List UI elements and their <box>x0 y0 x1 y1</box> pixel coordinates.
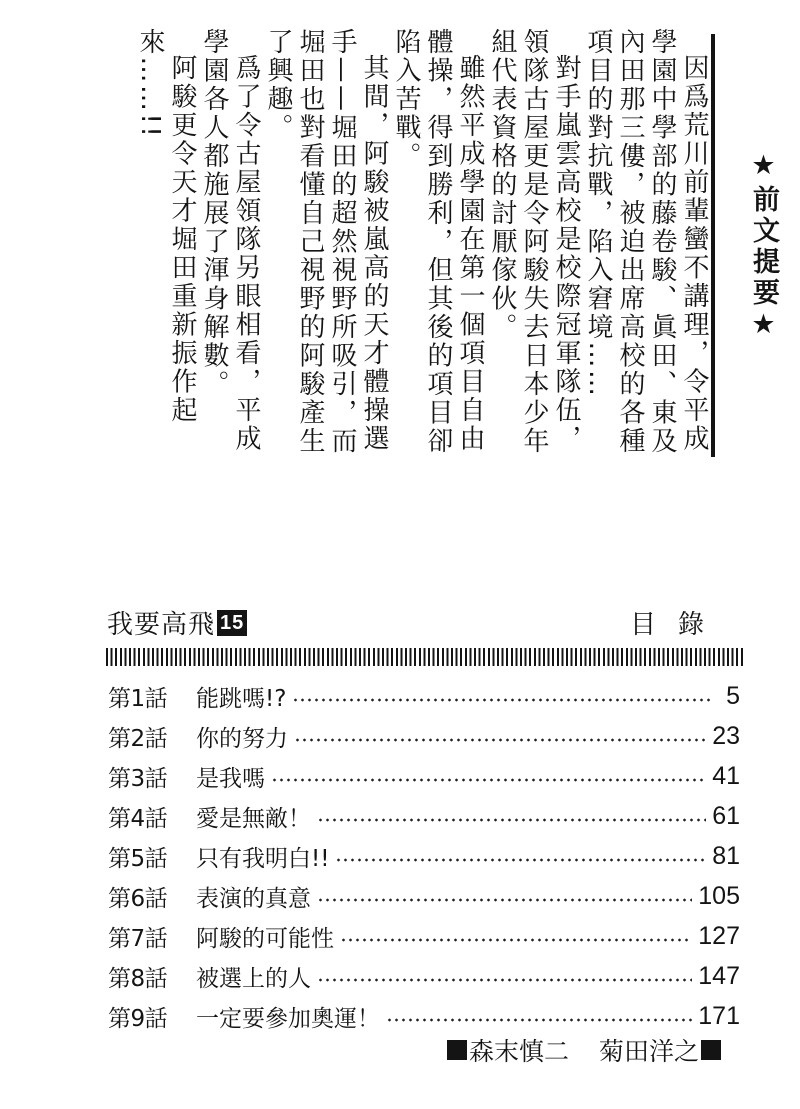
chapter-title: 愛是無敵！ <box>196 805 311 832</box>
chapter-title: 能跳嗎!? <box>196 685 287 712</box>
series-title <box>107 604 247 641</box>
page-number: 23 <box>712 721 740 750</box>
dot-leader <box>292 698 714 702</box>
volume-badge: 15 <box>217 610 247 636</box>
chapter-number: 第3話 <box>108 765 168 792</box>
chapter-number: 第7話 <box>108 925 168 952</box>
dot-leader <box>294 738 706 742</box>
chapter-title: 你的努力 <box>196 725 288 752</box>
dot-leader <box>335 858 706 862</box>
summary-paragraph: 雖然平成學園在第一個項目自由體操，得到勝利，但其後的項目卻陷入苦戰。 <box>391 28 485 456</box>
summary-paragraph: 因爲荒川前輩蠻不講理，令平成學園中學部的藤卷駿、眞田、東及內田那三僂，被迫出席高校的各種項目的對抗戰，陷入窘境…… <box>583 28 709 456</box>
page-number: 105 <box>698 881 740 910</box>
dot-leader <box>271 778 706 782</box>
dot-leader <box>386 1018 692 1022</box>
chapter-title: 阿駿的可能性 <box>196 925 334 952</box>
chapter-number: 第4話 <box>108 805 168 832</box>
square-bullet-icon <box>701 1040 721 1060</box>
toc-row[interactable] <box>108 876 740 916</box>
chapter-number: 第2話 <box>108 725 168 752</box>
page-number: 81 <box>712 841 740 870</box>
series-name: 我要高飛 <box>107 610 216 640</box>
chapter-title: 一定要參加奧運！ <box>196 1005 380 1032</box>
chapter-title: 表演的真意 <box>196 885 311 912</box>
toc-row[interactable] <box>108 956 740 996</box>
author-name: 森末慎二 <box>469 1037 570 1066</box>
chapter-number: 第9話 <box>108 1005 168 1032</box>
summary-paragraph: 爲了令古屋領隊另眼相看，平成學園各人都施展了渾身解數。 <box>199 28 261 453</box>
summary-paragraph: 阿駿更令天才堀田重新振作起來……!! <box>135 28 197 425</box>
summary-paragraph: 其間，阿駿被嵐高的天才體操選手——堀田的超然視野所吸引，而堀田也對看懂自己視野的阿駿產生了興趣。 <box>263 28 389 456</box>
dot-leader <box>340 938 692 942</box>
artist-name: 菊田洋之 <box>599 1037 700 1066</box>
toc-row[interactable] <box>108 916 740 956</box>
chapter-title: 是我嗎 <box>196 765 265 792</box>
summary-paragraph: 對手嵐雲高校是校際冠軍隊伍，領隊古屋更是令阿駿失去日本少年組代表資格的討厭傢伙。 <box>487 28 581 456</box>
page-number: 171 <box>698 1001 740 1030</box>
toc-heading: 目錄 <box>630 610 727 640</box>
toc-row[interactable] <box>108 796 740 836</box>
page-number: 41 <box>712 761 740 790</box>
summary-heading: ★前文提要★ <box>748 150 779 344</box>
page-number: 147 <box>698 961 740 990</box>
summary-divider <box>711 34 715 457</box>
square-bullet-icon <box>447 1040 467 1060</box>
chapter-number: 第8話 <box>108 965 168 992</box>
chapter-title: 只有我明白!! <box>196 845 330 872</box>
dot-leader <box>317 818 706 822</box>
toc-row[interactable] <box>108 836 740 876</box>
toc-row[interactable] <box>108 756 740 796</box>
page-number: 61 <box>712 801 740 830</box>
toc-list <box>108 676 740 1036</box>
chapter-number: 第6話 <box>108 885 168 912</box>
summary-text <box>135 28 710 464</box>
chapter-number: 第5話 <box>108 845 168 872</box>
decorative-rule <box>106 648 744 666</box>
dot-leader <box>317 898 692 902</box>
toc-row[interactable] <box>108 996 740 1036</box>
chapter-number: 第1話 <box>108 685 168 712</box>
page-number: 5 <box>726 681 740 710</box>
toc-row[interactable] <box>108 676 740 716</box>
toc-row[interactable] <box>108 716 740 756</box>
chapter-title: 被選上的人 <box>196 965 311 992</box>
dot-leader <box>317 978 692 982</box>
page-number: 127 <box>698 921 740 950</box>
credits <box>447 1032 721 1068</box>
